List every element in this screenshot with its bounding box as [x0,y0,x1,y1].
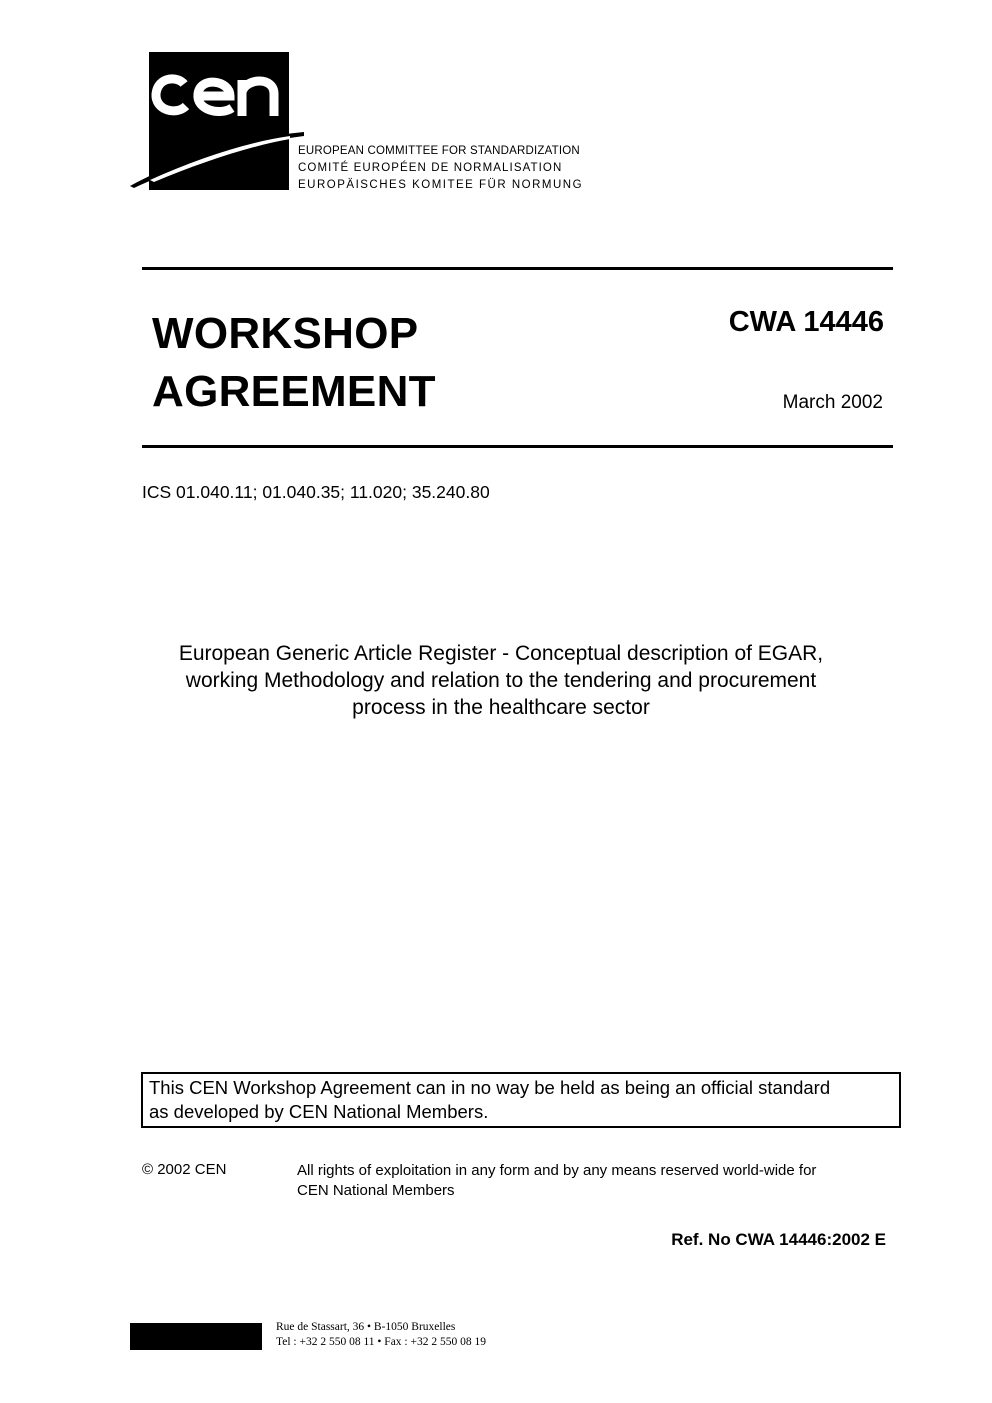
disclaimer-box [141,1072,901,1128]
top-divider [142,267,893,270]
document-type-line: WORKSHOP [152,309,419,358]
rights-line: All rights of exploitation in any form and by any means reserved world-wide for [297,1162,817,1179]
document-title [130,640,872,721]
committee-name-en: EUROPEAN COMMITTEE FOR STANDARDIZATION [298,145,580,157]
footer-address [276,1320,486,1350]
title-line: European Generic Article Register - Conceptual description of EGAR, [178,642,824,665]
committee-name-fr: COMITÉ EUROPÉEN DE NORMALISATION [298,162,563,174]
document-date: March 2002 [782,392,883,413]
rights-statement [297,1161,897,1201]
address-line: Rue de Stassart, 36 • B-1050 Bruxelles [276,1321,456,1333]
document-type [152,305,436,421]
committee-name-de: EUROPÄISCHES KOMITEE FÜR NORMUNG [298,179,584,191]
copyright-notice: © 2002 CEN [142,1161,227,1178]
title-line: process in the healthcare sector [352,696,650,719]
disclaimer-line: This CEN Workshop Agreement can in no way be held as being an official standard [149,1077,831,1098]
ics-codes: ICS 01.040.11; 01.040.35; 11.020; 35.240.80 [142,482,490,502]
reference-number: Ref. No CWA 14446:2002 E [671,1230,886,1249]
bottom-divider [142,445,893,448]
disclaimer-line: as developed by CEN National Members. [149,1101,489,1122]
title-line: working Methodology and relation to the tendering and procurement [185,669,817,692]
footer-black-bar [130,1323,262,1350]
address-line: Tel : +32 2 550 08 11 • Fax : +32 2 550 08 19 [276,1336,486,1348]
document-type-line: AGREEMENT [152,367,436,416]
rights-line: CEN National Members [297,1182,455,1199]
cen-logo [128,50,318,195]
document-number: CWA 14446 [728,306,884,338]
